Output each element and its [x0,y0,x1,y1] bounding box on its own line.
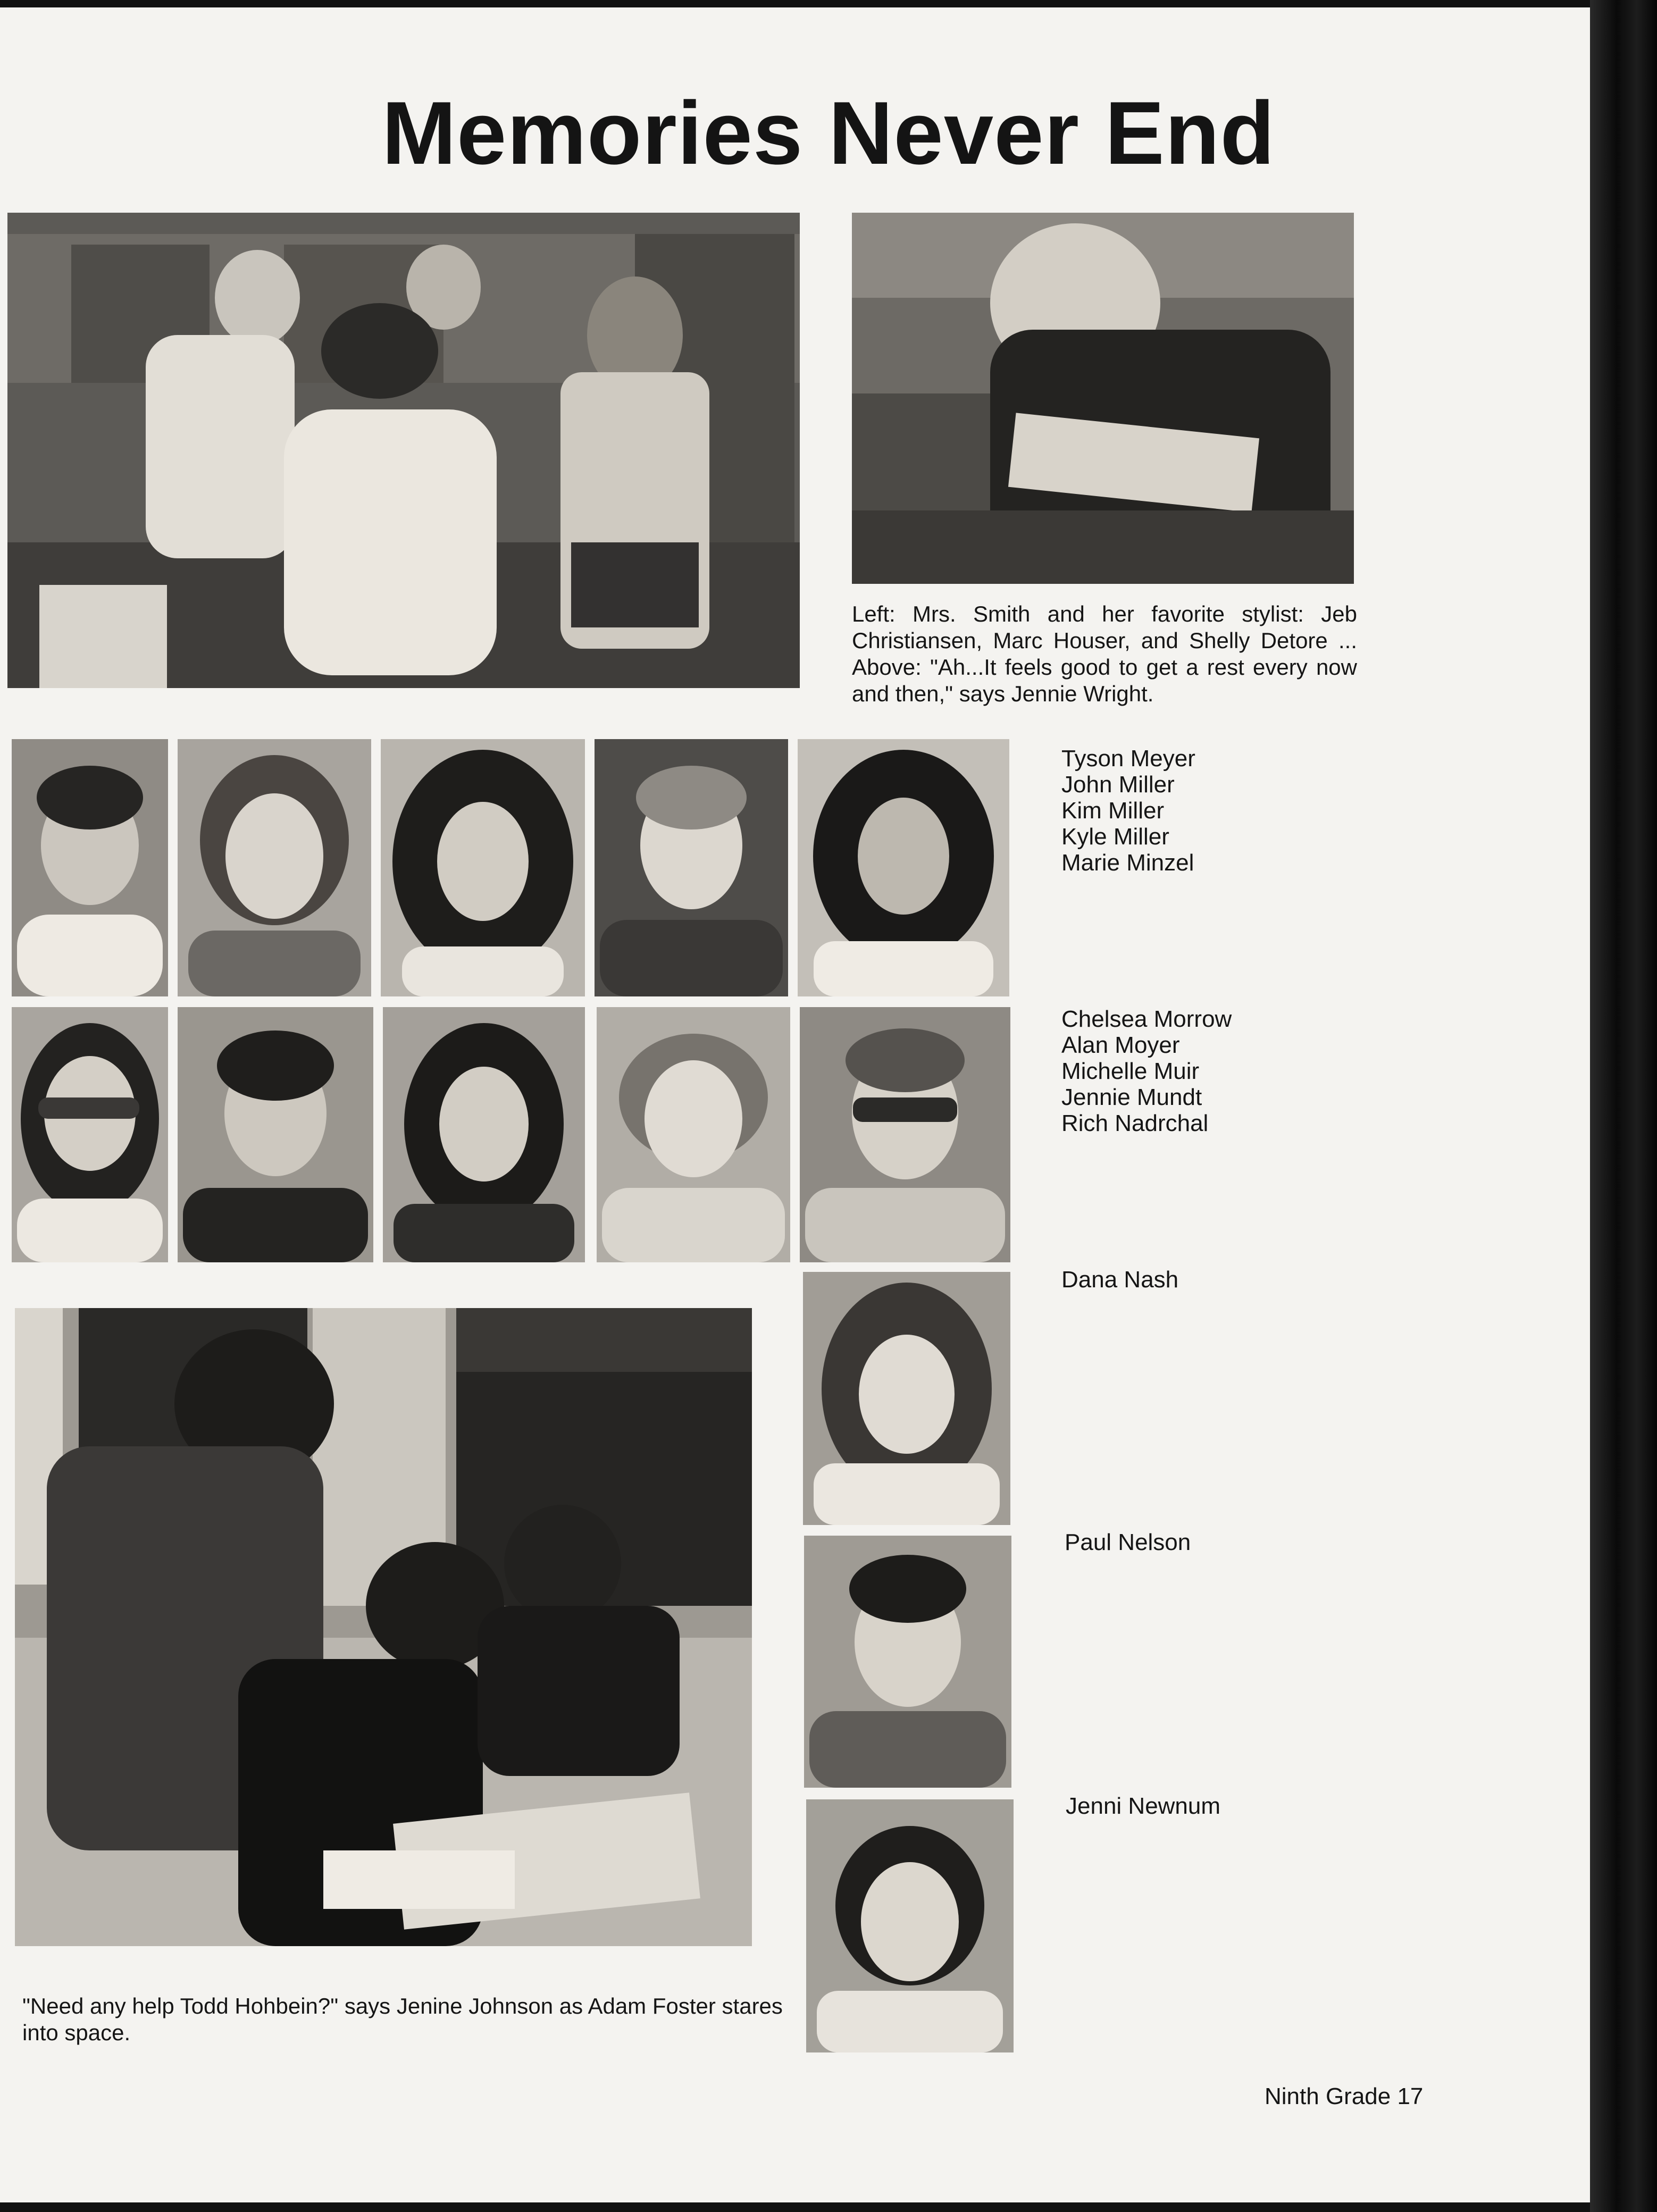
student-name: Dana Nash [1061,1267,1179,1293]
portrait-kim-miller [381,739,585,996]
student-name: Chelsea Morrow [1061,1006,1232,1032]
portrait-jennie-mundt [597,1007,790,1262]
top-photos-caption: Left: Mrs. Smith and her favorite stylist: Jeb Christiansen, Marc Houser, and Shelly Detore ... Above: "Ah...It feels good to get a rest every now and then," says Jennie Wright. [852,601,1357,706]
paul-nelson-name [1065,1529,1191,1555]
student-name: Tyson Meyer [1061,745,1195,772]
classroom-photo-caption: "Need any help Todd Hohbein?" says Jenine Johnson as Adam Foster stares into space. [22,1993,783,2045]
portrait-alan-moyer [178,1007,373,1262]
student-name: Alan Moyer [1061,1032,1180,1058]
portrait-dana-nash [803,1272,1010,1525]
student-name: Rich Nadrchal [1061,1110,1209,1136]
portrait-paul-nelson [804,1536,1011,1788]
portrait-kyle-miller [595,739,788,996]
jenni-newnum-name [1066,1793,1220,1819]
student-name: John Miller [1061,772,1175,798]
student-name: Michelle Muir [1061,1058,1200,1084]
student-name: Marie Minzel [1061,850,1194,876]
student-name: Kyle Miller [1061,824,1169,850]
student-name: Jennie Mundt [1061,1084,1202,1110]
portrait-marie-minzel [798,739,1009,996]
classroom-candid-photo [15,1308,752,1946]
student-name: Kim Miller [1061,798,1165,824]
portrait-rich-nadrchal [800,1007,1010,1262]
page-title: Memories Never End [382,83,1275,183]
portrait-names-row-2 [1061,1006,1232,1136]
portrait-michelle-muir [383,1007,585,1262]
portrait-tyson-meyer [12,739,168,996]
portrait-jenni-newnum [806,1799,1014,2052]
yearbook-page [0,7,1590,2202]
dana-nash-name [1061,1267,1178,1293]
resting-student-photo [852,213,1354,584]
stylist-candid-photo [7,213,800,688]
portrait-chelsea-morrow [12,1007,168,1262]
book-binding-edge [1590,0,1657,2212]
portrait-names-row-1 [1061,745,1195,876]
student-name: Jenni Newnum [1066,1793,1221,1819]
student-name: Paul Nelson [1065,1529,1191,1555]
portrait-john-miller [178,739,371,996]
page-footer: Ninth Grade 17 [1265,2083,1424,2109]
